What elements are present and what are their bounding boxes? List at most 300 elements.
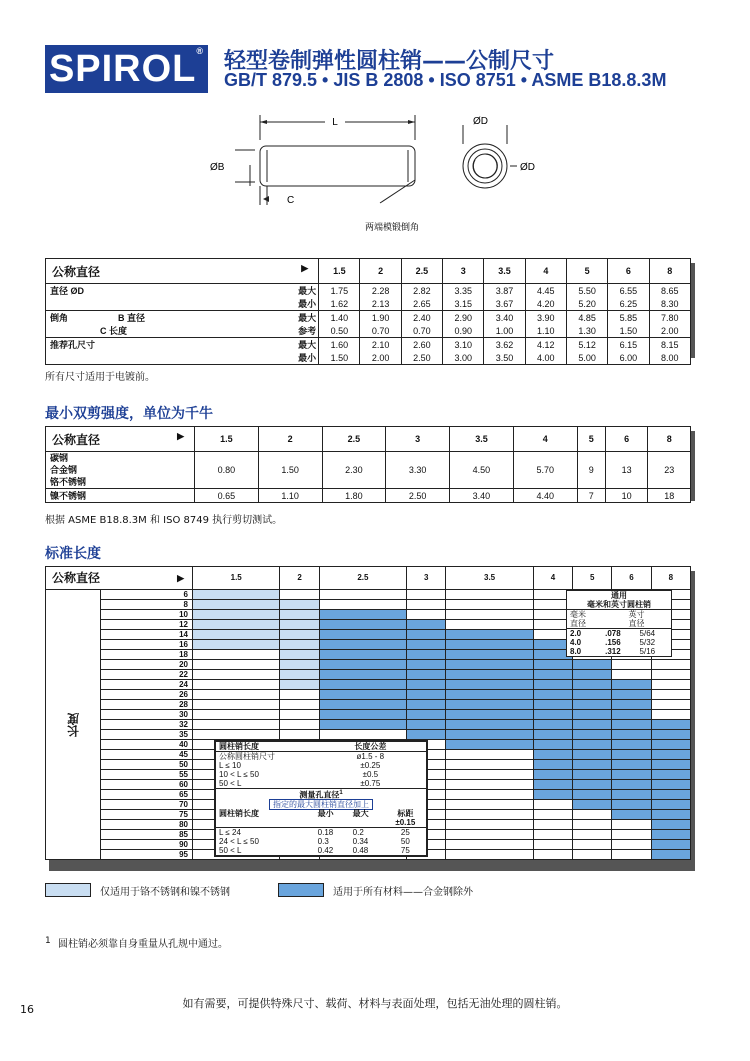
- legend-dark-label: 适用于所有材料——合金钢除外: [333, 887, 473, 898]
- dim-value: 4.45: [525, 284, 566, 298]
- dim-value: 3.00: [443, 351, 484, 365]
- length-cell: [573, 730, 612, 740]
- length-cell: [573, 740, 612, 750]
- table-row: [46, 284, 691, 298]
- dim-value: 4.00: [525, 351, 566, 365]
- length-value: 20: [101, 660, 193, 670]
- length-cell: [612, 730, 651, 740]
- length-cell: [533, 800, 572, 810]
- length-value: 28: [101, 700, 193, 710]
- length-cell: [407, 730, 446, 740]
- dim-value: 1.00: [484, 324, 525, 338]
- shear-section-title: 最小双剪强度，单位为千牛: [45, 406, 213, 422]
- column-header-2.5: 2.5: [322, 427, 386, 452]
- dim-value: 0.70: [360, 324, 401, 338]
- length-cell: [319, 600, 406, 610]
- length-cell: [612, 690, 651, 700]
- dim-value: 5.85: [608, 311, 649, 325]
- length-cell: [573, 810, 612, 820]
- length-cell: [193, 640, 280, 650]
- length-cell: [612, 820, 651, 830]
- length-value: 90: [101, 840, 193, 850]
- length-cell: [193, 690, 280, 700]
- dim-value: 2.60: [401, 338, 442, 352]
- length-cell: [446, 780, 533, 790]
- column-header-3.5: 3.5: [450, 427, 514, 452]
- column-header-2: 2: [258, 427, 322, 452]
- length-cell: [651, 820, 690, 830]
- dim-value: 1.90: [360, 311, 401, 325]
- length-row: [46, 660, 691, 670]
- length-cell: [193, 630, 280, 640]
- length-cell: [280, 700, 319, 710]
- dim-value: 3.67: [484, 297, 525, 311]
- label-chamfer-diameter: ØB: [210, 162, 225, 173]
- length-cell: [193, 620, 280, 630]
- dim-value: 8.00: [649, 351, 690, 365]
- length-cell: [407, 650, 446, 660]
- length-cell: [612, 830, 651, 840]
- shear-value: 3.40: [450, 489, 514, 503]
- length-cell: [446, 670, 533, 680]
- length-cell: [573, 780, 612, 790]
- row-label: 推荐孔尺寸 最大: [46, 338, 319, 352]
- dim-value: 8.15: [649, 338, 690, 352]
- length-cell: [651, 780, 690, 790]
- length-cell: [612, 760, 651, 770]
- length-cell: [533, 700, 572, 710]
- dim-value: 3.50: [484, 351, 525, 365]
- length-cell: [446, 710, 533, 720]
- plating-note: 所有尺寸适用于电镀前。: [45, 372, 155, 383]
- length-cell: [533, 830, 572, 840]
- length-cell: [446, 700, 533, 710]
- length-cell: [612, 810, 651, 820]
- shear-value: 13: [605, 452, 648, 489]
- length-cell: [651, 700, 690, 710]
- dim-value: 1.10: [525, 324, 566, 338]
- shear-value: 2.30: [322, 452, 386, 489]
- length-value: 6: [101, 590, 193, 600]
- length-cell: [407, 630, 446, 640]
- dim-value: 6.00: [608, 351, 649, 365]
- length-cell: [446, 590, 533, 600]
- length-value: 75: [101, 810, 193, 820]
- column-header-3: 3: [386, 427, 450, 452]
- pin-body: [260, 146, 415, 186]
- length-cell: [573, 850, 612, 860]
- dim-value: 4.12: [525, 338, 566, 352]
- shear-test-note: 根据 ASME B18.8.3M 和 ISO 8749 执行剪切测试。: [45, 515, 283, 526]
- length-cell: [407, 710, 446, 720]
- label-chamfer-length: C: [287, 195, 295, 206]
- dim-value: 2.65: [401, 297, 442, 311]
- column-header-8: 8: [648, 427, 691, 452]
- column-header-3.5: 3.5: [484, 259, 525, 284]
- length-cell: [407, 620, 446, 630]
- dim-value: 8.65: [649, 284, 690, 298]
- length-cell: [407, 700, 446, 710]
- length-value: 10: [101, 610, 193, 620]
- shear-value: 4.50: [450, 452, 514, 489]
- page-title: 轻型卷制弹性圆柱销——公制尺寸: [224, 49, 555, 74]
- dim-value: 8.30: [649, 297, 690, 311]
- length-value: 26: [101, 690, 193, 700]
- length-cell: [407, 640, 446, 650]
- length-cell: [612, 680, 651, 690]
- column-header-6: 6: [608, 259, 649, 284]
- length-cell: [280, 680, 319, 690]
- length-cell: [280, 620, 319, 630]
- length-cell: [651, 850, 690, 860]
- length-value: 50: [101, 760, 193, 770]
- length-value: 40: [101, 740, 193, 750]
- length-cell: [573, 830, 612, 840]
- length-cell: [319, 730, 406, 740]
- tolerance-box: 圆柱销长度 长度公差 公称圆柱销尺寸 ø1.5 - 8 L ≤ 10 ±0.25 10 < L ≤ 50 ±0.5 50 < L ±0.75 测量孔直径$^1$ 指定的最大圆柱销直径加上 圆柱销长度 最小 最大 标距 ±0.15 L ≤ 24 0.18 0.2 25 24 < L ≤ 50 0.3 0.34 50 50 < L 0.42 0.48 75: [214, 740, 428, 857]
- length-value: 95: [101, 850, 193, 860]
- length-cell: [280, 640, 319, 650]
- dim-value: 3.62: [484, 338, 525, 352]
- length-cell: [612, 750, 651, 760]
- length-cell: [573, 690, 612, 700]
- shear-value: 10: [605, 489, 648, 503]
- column-header-2: 2: [280, 567, 319, 590]
- length-row: [46, 680, 691, 690]
- length-cell: [533, 730, 572, 740]
- column-header-2.5: 2.5: [319, 567, 406, 590]
- length-cell: [407, 680, 446, 690]
- dim-value: 0.50: [319, 324, 360, 338]
- length-cell: [533, 790, 572, 800]
- length-cell: [533, 690, 572, 700]
- length-cell: [651, 810, 690, 820]
- standards-subtitle: GB/T 879.5 • JIS B 2808 • ISO 8751 • ASME B18.8.3M: [224, 70, 667, 90]
- length-cell: [573, 710, 612, 720]
- length-cell: [319, 690, 406, 700]
- length-cell: [533, 750, 572, 760]
- length-cell: [446, 810, 533, 820]
- length-cell: [573, 770, 612, 780]
- length-cell: [446, 690, 533, 700]
- length-cell: [533, 840, 572, 850]
- column-header-3: 3: [407, 567, 446, 590]
- footnote-number: 1: [45, 936, 51, 946]
- length-cell: [446, 840, 533, 850]
- length-value: 32: [101, 720, 193, 730]
- dim-value: 1.50: [608, 324, 649, 338]
- table-row: [46, 338, 691, 352]
- length-cell: [319, 630, 406, 640]
- length-row: [46, 700, 691, 710]
- length-cell: [573, 760, 612, 770]
- dim-value: 5.20: [566, 297, 607, 311]
- length-cell: [446, 680, 533, 690]
- length-cell: [446, 750, 533, 760]
- length-value: 14: [101, 630, 193, 640]
- length-cell: [193, 720, 280, 730]
- legend-light-label: 仅适用于铬不锈钢和镍不锈钢: [100, 887, 230, 898]
- length-cell: [319, 620, 406, 630]
- dim-value: 2.40: [401, 311, 442, 325]
- lengths-section-title: 标准长度: [45, 546, 101, 562]
- length-cell: [651, 740, 690, 750]
- length-cell: [319, 680, 406, 690]
- length-cell: [651, 840, 690, 850]
- length-cell: [612, 720, 651, 730]
- shear-table: [45, 426, 691, 503]
- length-cell: [446, 630, 533, 640]
- column-header-1.5: 1.5: [195, 427, 259, 452]
- length-cell: [280, 670, 319, 680]
- length-cell: [612, 840, 651, 850]
- length-cell: [612, 780, 651, 790]
- label-diameter-top: ØD: [473, 116, 488, 127]
- length-cell: [612, 670, 651, 680]
- length-value: 18: [101, 650, 193, 660]
- row-label: C 长度 参考: [46, 324, 319, 338]
- length-value: 70: [101, 800, 193, 810]
- length-cell: [651, 770, 690, 780]
- length-cell: [533, 710, 572, 720]
- column-header-5: 5: [577, 427, 605, 452]
- length-value: 22: [101, 670, 193, 680]
- table-row: [46, 351, 691, 365]
- length-cell: [533, 720, 572, 730]
- length-cell: [280, 660, 319, 670]
- column-header-5: 5: [573, 567, 612, 590]
- shear-value: 18: [648, 489, 691, 503]
- length-cell: [573, 790, 612, 800]
- dim-value: 3.15: [443, 297, 484, 311]
- spirol-logo: SPIROL®: [45, 45, 208, 93]
- length-cell: [533, 760, 572, 770]
- dim-value: 1.50: [319, 351, 360, 365]
- length-cell: [280, 590, 319, 600]
- length-value: 8: [101, 600, 193, 610]
- length-cell: [651, 690, 690, 700]
- length-value: 60: [101, 780, 193, 790]
- length-cell: [280, 710, 319, 720]
- length-cell: [280, 690, 319, 700]
- dim-value: 1.62: [319, 297, 360, 311]
- shear-value: 9: [577, 452, 605, 489]
- header-nominal-diameter: 公称直径 ▶: [46, 259, 319, 284]
- length-cell: [319, 670, 406, 680]
- dim-value: 5.00: [566, 351, 607, 365]
- length-cell: [280, 730, 319, 740]
- length-cell: [612, 770, 651, 780]
- dim-value: 2.13: [360, 297, 401, 311]
- row-label: 倒角 B 直径 最大: [46, 311, 319, 325]
- length-cell: [612, 740, 651, 750]
- length-row: [46, 690, 691, 700]
- length-cell: [533, 740, 572, 750]
- dim-value: 3.40: [484, 311, 525, 325]
- column-header-2.5: 2.5: [401, 259, 442, 284]
- dim-value: 6.55: [608, 284, 649, 298]
- length-cell: [651, 660, 690, 670]
- legend-swatch-light: [45, 883, 91, 897]
- mm-inch-equivalents-box: 通用 毫米和英寸圆柱销 毫米 英寸 直径 直径 2.0 .078 5/64 4.0 .156 5/32 8.0 .312 5/16: [566, 590, 672, 657]
- length-cell: [280, 600, 319, 610]
- length-cell: [193, 600, 280, 610]
- shear-material-nickel: 镍不锈钢: [46, 489, 195, 503]
- length-cell: [533, 770, 572, 780]
- length-value: 45: [101, 750, 193, 760]
- length-row: [46, 710, 691, 720]
- length-cell: [446, 620, 533, 630]
- length-cell: [612, 850, 651, 860]
- length-cell: [651, 760, 690, 770]
- dim-value: 2.00: [649, 324, 690, 338]
- length-cell: [446, 850, 533, 860]
- length-cell: [446, 820, 533, 830]
- dim-value: 2.00: [360, 351, 401, 365]
- dim-value: 3.10: [443, 338, 484, 352]
- length-cell: [446, 830, 533, 840]
- column-header-5: 5: [566, 259, 607, 284]
- length-cell: [612, 800, 651, 810]
- legend-swatch-dark: [278, 883, 324, 897]
- column-header-2: 2: [360, 259, 401, 284]
- column-header-8: 8: [651, 567, 690, 590]
- length-cell: [319, 700, 406, 710]
- length-cell: [193, 680, 280, 690]
- length-cell: [573, 800, 612, 810]
- length-cell: [407, 670, 446, 680]
- length-cell: [573, 720, 612, 730]
- length-cell: [651, 830, 690, 840]
- dim-value: 1.60: [319, 338, 360, 352]
- length-cell: [319, 590, 406, 600]
- length-cell: [280, 720, 319, 730]
- table-row: [46, 311, 691, 325]
- length-cell: [533, 810, 572, 820]
- length-cell: [193, 710, 280, 720]
- length-cell: [193, 660, 280, 670]
- length-cell: [533, 670, 572, 680]
- length-cell: [319, 710, 406, 720]
- page-number: 16: [20, 1003, 34, 1016]
- length-cell: [573, 680, 612, 690]
- label-length: L: [332, 117, 338, 128]
- length-cell: [446, 770, 533, 780]
- length-value: 55: [101, 770, 193, 780]
- column-header-4: 4: [513, 427, 577, 452]
- dim-value: 2.90: [443, 311, 484, 325]
- column-header-6: 6: [605, 427, 648, 452]
- dim-value: 6.15: [608, 338, 649, 352]
- length-row: [46, 670, 691, 680]
- length-cell: [193, 650, 280, 660]
- shear-value: 0.65: [195, 489, 259, 503]
- shear-value: 2.50: [386, 489, 450, 503]
- length-cell: [193, 610, 280, 620]
- shear-material-steel: 碳钢 合金钢 铬不锈钢: [46, 452, 195, 489]
- length-cell: [407, 660, 446, 670]
- length-cell: [651, 750, 690, 760]
- length-row: [46, 730, 691, 740]
- dim-value: 0.90: [443, 324, 484, 338]
- length-cell: [319, 610, 406, 620]
- length-cell: [446, 720, 533, 730]
- shear-value: 4.40: [513, 489, 577, 503]
- length-cell: [446, 730, 533, 740]
- column-header-4: 4: [533, 567, 572, 590]
- length-cell: [319, 640, 406, 650]
- table-row: [46, 324, 691, 338]
- shear-value: 1.50: [258, 452, 322, 489]
- length-value: 65: [101, 790, 193, 800]
- column-header-1.5: 1.5: [193, 567, 280, 590]
- header-nominal-diameter: 公称直径 ▶: [46, 567, 193, 590]
- row-label: 直径 ØD 最大: [46, 284, 319, 298]
- length-cell: [319, 650, 406, 660]
- column-header-6: 6: [612, 567, 651, 590]
- dim-value: 5.50: [566, 284, 607, 298]
- dim-value: 6.25: [608, 297, 649, 311]
- row-label: 最小: [46, 351, 319, 365]
- shear-value: 7: [577, 489, 605, 503]
- length-value: 30: [101, 710, 193, 720]
- dim-value: 3.90: [525, 311, 566, 325]
- length-cell: [407, 720, 446, 730]
- length-cell: [193, 730, 280, 740]
- shear-value: 23: [648, 452, 691, 489]
- dim-value: 5.12: [566, 338, 607, 352]
- length-cell: [573, 660, 612, 670]
- length-cell: [651, 800, 690, 810]
- length-value: 16: [101, 640, 193, 650]
- column-header-1.5: 1.5: [319, 259, 360, 284]
- length-cell: [446, 660, 533, 670]
- length-cell: [446, 600, 533, 610]
- length-cell: [193, 700, 280, 710]
- length-cell: [533, 820, 572, 830]
- length-cell: [533, 780, 572, 790]
- dim-value: 3.87: [484, 284, 525, 298]
- shear-value: 1.10: [258, 489, 322, 503]
- table-row: [46, 297, 691, 311]
- length-cell: [573, 750, 612, 760]
- length-value: 35: [101, 730, 193, 740]
- length-cell: [573, 670, 612, 680]
- length-row: [46, 720, 691, 730]
- length-value: 85: [101, 830, 193, 840]
- shear-value: 0.80: [195, 452, 259, 489]
- length-cell: [446, 740, 533, 750]
- length-cell: [651, 710, 690, 720]
- pin-drawing: [205, 110, 545, 235]
- length-cell: [533, 680, 572, 690]
- length-cell: [280, 610, 319, 620]
- shear-value: 1.80: [322, 489, 386, 503]
- length-cell: [612, 790, 651, 800]
- dimension-table: [45, 258, 691, 365]
- dim-value: 1.40: [319, 311, 360, 325]
- label-diameter-side: ØD: [520, 162, 535, 173]
- column-header-3.5: 3.5: [446, 567, 533, 590]
- length-cell: [407, 610, 446, 620]
- length-cell: [280, 630, 319, 640]
- length-cell: [573, 840, 612, 850]
- length-cell: [446, 640, 533, 650]
- length-cell: [446, 650, 533, 660]
- length-cell: [446, 760, 533, 770]
- length-value: 80: [101, 820, 193, 830]
- header-nominal-diameter: 公称直径 ▶: [46, 427, 195, 452]
